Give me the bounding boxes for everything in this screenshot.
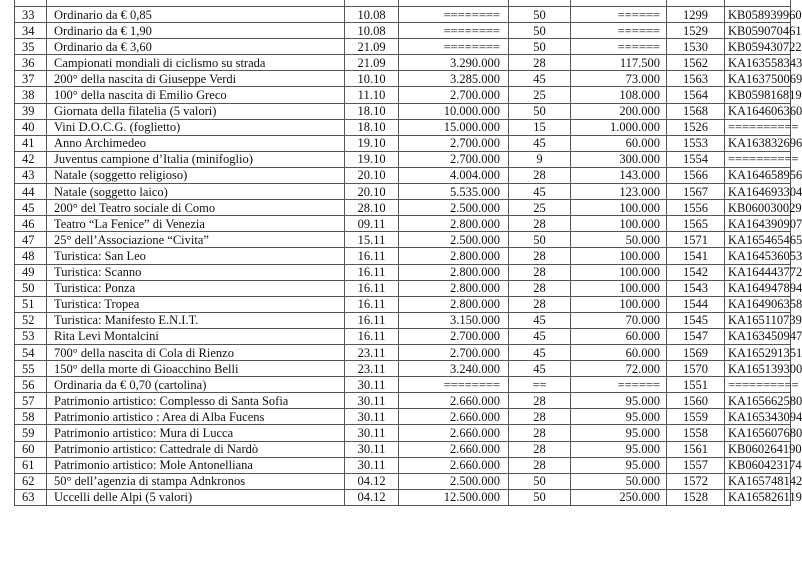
code-cell: KA164390907 (725, 216, 791, 232)
catalog-number-cell: 1547 (667, 328, 725, 344)
sheet-count-cell: 28 (509, 216, 571, 232)
issue-title-cell: 200° del Teatro sociale di Como (47, 200, 345, 216)
code-cell: KA163450947 (725, 328, 791, 344)
table-row (15, 167, 791, 183)
sheet-quantity-cell: ====== (571, 377, 667, 393)
issue-title-cell: Rita Levi Montalcini (47, 328, 345, 344)
issue-title-cell: Giornata della filatelia (5 valori) (47, 103, 345, 119)
code-cell: KA165343094 (725, 409, 791, 425)
sheet-quantity-cell: 60.000 (571, 328, 667, 344)
sheet-quantity-cell: 73.000 (571, 71, 667, 87)
code-cell: KB059816819 (725, 87, 791, 103)
print-run-cell: 2.660.000 (399, 393, 509, 409)
table-row (15, 296, 791, 312)
issue-title-cell: Ordinario da € 3,60 (47, 39, 345, 55)
sheet-count-cell: 28 (509, 425, 571, 441)
catalog-number-cell: 1570 (667, 361, 725, 377)
print-run-cell: 15.000.000 (399, 119, 509, 135)
issue-date-cell: 30.11 (345, 409, 399, 425)
issue-date-cell: 16.11 (345, 248, 399, 264)
row-number-cell: 38 (15, 87, 47, 103)
print-run-cell: 10.000.000 (399, 103, 509, 119)
print-run-cell: 2.660.000 (399, 457, 509, 473)
code-cell: KA165139300 (725, 361, 791, 377)
table-row (15, 200, 791, 216)
catalog-number-cell: 1562 (667, 55, 725, 71)
sheet-quantity-cell: 250.000 (571, 489, 667, 505)
table-row (15, 312, 791, 328)
issue-date-cell: 10.08 (345, 7, 399, 23)
issue-date-cell: 09.11 (345, 216, 399, 232)
print-run-cell: 2.500.000 (399, 232, 509, 248)
sheet-count-cell: 28 (509, 393, 571, 409)
issue-date-cell: 04.12 (345, 489, 399, 505)
sheet-quantity-cell: ====== (571, 23, 667, 39)
issue-date-cell: 15.11 (345, 232, 399, 248)
sheet-quantity-cell: 95.000 (571, 425, 667, 441)
sheet-quantity-cell: 100.000 (571, 248, 667, 264)
row-number-cell: 54 (15, 344, 47, 360)
sheet-quantity-cell: 50.000 (571, 473, 667, 489)
catalog-number-cell: 1572 (667, 473, 725, 489)
catalog-number-cell: 1560 (667, 393, 725, 409)
print-run-cell: 2.700.000 (399, 135, 509, 151)
table-row (15, 39, 791, 55)
sheet-count-cell: 50 (509, 103, 571, 119)
catalog-number-cell: 1565 (667, 216, 725, 232)
sheet-quantity-cell: 300.000 (571, 151, 667, 167)
issue-title-cell: Ordinario da € 0,85 (47, 7, 345, 23)
row-number-cell: 43 (15, 167, 47, 183)
catalog-number-cell: 1543 (667, 280, 725, 296)
table-row (15, 87, 791, 103)
print-run-cell: 2.800.000 (399, 280, 509, 296)
sheet-quantity-cell: 95.000 (571, 441, 667, 457)
catalog-number-cell: 1557 (667, 457, 725, 473)
code-cell: KB060423174 (725, 457, 791, 473)
print-run-cell: 2.700.000 (399, 344, 509, 360)
sheet-quantity-cell: 95.000 (571, 457, 667, 473)
table-row (15, 248, 791, 264)
row-number-cell: 58 (15, 409, 47, 425)
issue-date-cell: 30.11 (345, 393, 399, 409)
row-number-cell: 34 (15, 23, 47, 39)
print-run-cell: 2.660.000 (399, 425, 509, 441)
table-row (15, 264, 791, 280)
issue-title-cell: Ordinario da € 1,90 (47, 23, 345, 39)
sheet-count-cell: 28 (509, 409, 571, 425)
sheet-count-cell: 50 (509, 489, 571, 505)
sheet-count-cell: 9 (509, 151, 571, 167)
sheet-quantity-cell: 100.000 (571, 200, 667, 216)
code-cell: KA164947894 (725, 280, 791, 296)
issue-title-cell: Turistica: San Leo (47, 248, 345, 264)
row-number-cell: 39 (15, 103, 47, 119)
issue-title-cell: Turistica: Tropea (47, 296, 345, 312)
table-row (15, 151, 791, 167)
code-cell: KA164906358 (725, 296, 791, 312)
sheet-count-cell: 45 (509, 344, 571, 360)
issue-title-cell: Turistica: Ponza (47, 280, 345, 296)
row-number-cell: 61 (15, 457, 47, 473)
sheet-count-cell: 15 (509, 119, 571, 135)
table-row (15, 55, 791, 71)
sheet-count-cell: 28 (509, 55, 571, 71)
table-row (15, 71, 791, 87)
code-cell: KA163558343 (725, 55, 791, 71)
table-row (15, 344, 791, 360)
issue-date-cell: 20.10 (345, 167, 399, 183)
code-cell: KA164693304 (725, 184, 791, 200)
sheet-quantity-cell: 143.000 (571, 167, 667, 183)
code-cell: KB059070461 (725, 23, 791, 39)
table-row (15, 232, 791, 248)
issue-date-cell: 16.11 (345, 264, 399, 280)
sheet-count-cell: 28 (509, 248, 571, 264)
issue-date-cell: 19.10 (345, 135, 399, 151)
sheet-count-cell: 28 (509, 167, 571, 183)
issue-date-cell: 23.11 (345, 361, 399, 377)
issue-title-cell: 25° dell’Associazione “Civita” (47, 232, 345, 248)
row-number-cell: 60 (15, 441, 47, 457)
sheet-quantity-cell: 95.000 (571, 393, 667, 409)
sheet-quantity-cell: 1.000.000 (571, 119, 667, 135)
issue-title-cell: Patrimonio artistico: Mura di Lucca (47, 425, 345, 441)
catalog-number-cell: 1542 (667, 264, 725, 280)
issue-date-cell: 21.09 (345, 39, 399, 55)
table-row (15, 489, 791, 505)
sheet-count-cell: 28 (509, 457, 571, 473)
sheet-count-cell: == (509, 377, 571, 393)
issue-title-cell: Natale (soggetto religioso) (47, 167, 345, 183)
sheet-quantity-cell: ====== (571, 39, 667, 55)
issue-date-cell: 10.08 (345, 23, 399, 39)
table-row (15, 23, 791, 39)
catalog-number-cell: 1561 (667, 441, 725, 457)
catalog-number-cell: 1559 (667, 409, 725, 425)
issue-date-cell: 30.11 (345, 457, 399, 473)
catalog-number-cell: 1553 (667, 135, 725, 151)
table-row (15, 441, 791, 457)
row-number-cell: 55 (15, 361, 47, 377)
print-run-cell: 2.800.000 (399, 216, 509, 232)
stamp-issues-table (14, 0, 802, 506)
catalog-number-cell: 1566 (667, 167, 725, 183)
catalog-number-cell: 1526 (667, 119, 725, 135)
sheet-count-cell: 50 (509, 232, 571, 248)
issue-title-cell: Turistica: Scanno (47, 264, 345, 280)
issue-title-cell: Patrimonio artistico: Complesso di Santa Sofia (47, 393, 345, 409)
table-body (15, 0, 802, 505)
issue-title-cell: 200° della nascita di Giuseppe Verdi (47, 71, 345, 87)
sheet-count-cell: 45 (509, 328, 571, 344)
stamp-issues-table-container (14, 0, 802, 506)
print-run-cell: ======== (399, 39, 509, 55)
print-run-cell: 2.660.000 (399, 441, 509, 457)
row-number-cell: 40 (15, 119, 47, 135)
print-run-cell: 3.150.000 (399, 312, 509, 328)
code-cell: KA163750069 (725, 71, 791, 87)
row-number-cell: 44 (15, 184, 47, 200)
row-number-cell: 50 (15, 280, 47, 296)
print-run-cell: 2.800.000 (399, 248, 509, 264)
table-row (15, 119, 791, 135)
row-number-cell: 47 (15, 232, 47, 248)
row-number-cell: 45 (15, 200, 47, 216)
issue-date-cell: 04.12 (345, 473, 399, 489)
sheet-count-cell: 45 (509, 71, 571, 87)
issue-date-cell: 18.10 (345, 103, 399, 119)
sheet-count-cell: 45 (509, 184, 571, 200)
catalog-number-cell: 1528 (667, 489, 725, 505)
code-cell: KB058939960 (725, 7, 791, 23)
sheet-count-cell: 45 (509, 312, 571, 328)
print-run-cell: 3.285.000 (399, 71, 509, 87)
sheet-count-cell: 28 (509, 280, 571, 296)
code-cell: KA164658956 (725, 167, 791, 183)
row-number-cell: 57 (15, 393, 47, 409)
code-cell: ========== (725, 377, 791, 393)
catalog-number-cell: 1529 (667, 23, 725, 39)
code-cell: KA165662580 (725, 393, 791, 409)
issue-title-cell: Natale (soggetto laico) (47, 184, 345, 200)
table-row (15, 184, 791, 200)
catalog-number-cell: 1551 (667, 377, 725, 393)
row-number-cell: 62 (15, 473, 47, 489)
row-number-cell: 36 (15, 55, 47, 71)
catalog-number-cell: 1556 (667, 200, 725, 216)
code-cell: KA165748142 (725, 473, 791, 489)
code-cell: KB060030029 (725, 200, 791, 216)
issue-date-cell: 19.10 (345, 151, 399, 167)
sheet-quantity-cell: ====== (571, 7, 667, 23)
row-number-cell: 35 (15, 39, 47, 55)
issue-date-cell: 30.11 (345, 441, 399, 457)
sheet-quantity-cell: 117.500 (571, 55, 667, 71)
table-row (15, 361, 791, 377)
row-number-cell: 52 (15, 312, 47, 328)
table-row (15, 216, 791, 232)
sheet-count-cell: 25 (509, 87, 571, 103)
row-number-cell: 37 (15, 71, 47, 87)
print-run-cell: 2.500.000 (399, 200, 509, 216)
row-number-cell: 49 (15, 264, 47, 280)
catalog-number-cell: 1545 (667, 312, 725, 328)
sheet-quantity-cell: 100.000 (571, 280, 667, 296)
catalog-number-cell: 1569 (667, 344, 725, 360)
row-number-cell: 42 (15, 151, 47, 167)
issue-date-cell: 16.11 (345, 296, 399, 312)
catalog-number-cell: 1554 (667, 151, 725, 167)
print-run-cell: 2.700.000 (399, 87, 509, 103)
print-run-cell: 2.800.000 (399, 264, 509, 280)
issue-date-cell: 11.10 (345, 87, 399, 103)
catalog-number-cell: 1558 (667, 425, 725, 441)
sheet-count-cell: 28 (509, 441, 571, 457)
issue-title-cell: Patrimonio artistico: Mole Antonelliana (47, 457, 345, 473)
code-cell: KA165291351 (725, 344, 791, 360)
code-cell: KB059430722 (725, 39, 791, 55)
issue-title-cell: Ordinaria da € 0,70 (cartolina) (47, 377, 345, 393)
sheet-quantity-cell: 200.000 (571, 103, 667, 119)
issue-date-cell: 18.10 (345, 119, 399, 135)
table-row (15, 425, 791, 441)
issue-date-cell: 16.11 (345, 280, 399, 296)
sheet-quantity-cell: 72.000 (571, 361, 667, 377)
catalog-number-cell: 1563 (667, 71, 725, 87)
catalog-number-cell: 1567 (667, 184, 725, 200)
code-cell: KA164443772 (725, 264, 791, 280)
table-row (15, 409, 791, 425)
sheet-quantity-cell: 95.000 (571, 409, 667, 425)
row-number-cell: 53 (15, 328, 47, 344)
issue-date-cell: 21.09 (345, 55, 399, 71)
print-run-cell: 2.800.000 (399, 296, 509, 312)
sheet-quantity-cell: 60.000 (571, 135, 667, 151)
print-run-cell: 4.004.000 (399, 167, 509, 183)
code-cell: KB060264190 (725, 441, 791, 457)
print-run-cell: 12.500.000 (399, 489, 509, 505)
table-row (15, 393, 791, 409)
code-cell: ========== (725, 151, 791, 167)
sheet-quantity-cell: 100.000 (571, 296, 667, 312)
sheet-count-cell: 45 (509, 361, 571, 377)
print-run-cell: 5.535.000 (399, 184, 509, 200)
issue-title-cell: 50° dell’agenzia di stampa Adnkronos (47, 473, 345, 489)
sheet-count-cell: 28 (509, 296, 571, 312)
issue-date-cell: 16.11 (345, 328, 399, 344)
table-row (15, 135, 791, 151)
table-row (15, 103, 791, 119)
table-row (15, 473, 791, 489)
issue-title-cell: Teatro “La Fenice” di Venezia (47, 216, 345, 232)
sheet-count-cell: 25 (509, 200, 571, 216)
code-cell: KA165607680 (725, 425, 791, 441)
catalog-number-cell: 1568 (667, 103, 725, 119)
table-row (15, 280, 791, 296)
row-number-cell: 41 (15, 135, 47, 151)
sheet-quantity-cell: 108.000 (571, 87, 667, 103)
catalog-number-cell: 1299 (667, 7, 725, 23)
catalog-number-cell: 1571 (667, 232, 725, 248)
row-number-cell: 46 (15, 216, 47, 232)
issue-title-cell: 100° della nascita di Emilio Greco (47, 87, 345, 103)
code-cell: KA165465465 (725, 232, 791, 248)
catalog-number-cell: 1541 (667, 248, 725, 264)
sheet-quantity-cell: 70.000 (571, 312, 667, 328)
print-run-cell: 2.700.000 (399, 328, 509, 344)
issue-title-cell: Patrimonio artistico : Area di Alba Fucens (47, 409, 345, 425)
issue-date-cell: 16.11 (345, 312, 399, 328)
issue-title-cell: Turistica: Manifesto E.N.I.T. (47, 312, 345, 328)
sheet-count-cell: 50 (509, 23, 571, 39)
issue-date-cell: 30.11 (345, 425, 399, 441)
catalog-number-cell: 1530 (667, 39, 725, 55)
issue-title-cell: Campionati mondiali di ciclismo su strada (47, 55, 345, 71)
sheet-count-cell: 28 (509, 264, 571, 280)
print-run-cell: 2.500.000 (399, 473, 509, 489)
table-row (15, 457, 791, 473)
row-number-cell: 33 (15, 7, 47, 23)
table-row (15, 377, 791, 393)
catalog-number-cell: 1544 (667, 296, 725, 312)
issue-date-cell: 30.11 (345, 377, 399, 393)
sheet-quantity-cell: 100.000 (571, 264, 667, 280)
code-cell: KA164536053 (725, 248, 791, 264)
issue-date-cell: 28.10 (345, 200, 399, 216)
code-cell: KA165110739 (725, 312, 791, 328)
row-number-cell: 63 (15, 489, 47, 505)
sheet-quantity-cell: 100.000 (571, 216, 667, 232)
sheet-quantity-cell: 50.000 (571, 232, 667, 248)
issue-title-cell: 700° della nascita di Cola di Rienzo (47, 344, 345, 360)
issue-date-cell: 10.10 (345, 71, 399, 87)
row-number-cell: 56 (15, 377, 47, 393)
issue-title-cell: Juventus campione d’Italia (minifoglio) (47, 151, 345, 167)
row-number-cell: 51 (15, 296, 47, 312)
issue-date-cell: 23.11 (345, 344, 399, 360)
issue-title-cell: 150° della morte di Gioacchino Belli (47, 361, 345, 377)
sheet-count-cell: 50 (509, 39, 571, 55)
sheet-count-cell: 50 (509, 473, 571, 489)
sheet-quantity-cell: 60.000 (571, 344, 667, 360)
code-cell: ========== (725, 119, 791, 135)
code-cell: KA165826119 (725, 489, 791, 505)
row-number-cell: 48 (15, 248, 47, 264)
print-run-cell: 3.240.000 (399, 361, 509, 377)
sheet-count-cell: 50 (509, 7, 571, 23)
issue-title-cell: Vini D.O.C.G. (foglietto) (47, 119, 345, 135)
print-run-cell: ======== (399, 377, 509, 393)
sheet-quantity-cell: 123.000 (571, 184, 667, 200)
row-number-cell: 59 (15, 425, 47, 441)
print-run-cell: ======== (399, 7, 509, 23)
table-row (15, 328, 791, 344)
catalog-number-cell: 1564 (667, 87, 725, 103)
code-cell: KA163832696 (725, 135, 791, 151)
code-cell: KA164606360 (725, 103, 791, 119)
sheet-count-cell: 45 (509, 135, 571, 151)
print-run-cell: ======== (399, 23, 509, 39)
print-run-cell: 3.290.000 (399, 55, 509, 71)
print-run-cell: 2.700.000 (399, 151, 509, 167)
issue-title-cell: Anno Archimedeo (47, 135, 345, 151)
table-row (15, 7, 791, 23)
print-run-cell: 2.660.000 (399, 409, 509, 425)
issue-date-cell: 20.10 (345, 184, 399, 200)
issue-title-cell: Patrimonio artistico: Cattedrale di Nardò (47, 441, 345, 457)
issue-title-cell: Uccelli delle Alpi (5 valori) (47, 489, 345, 505)
